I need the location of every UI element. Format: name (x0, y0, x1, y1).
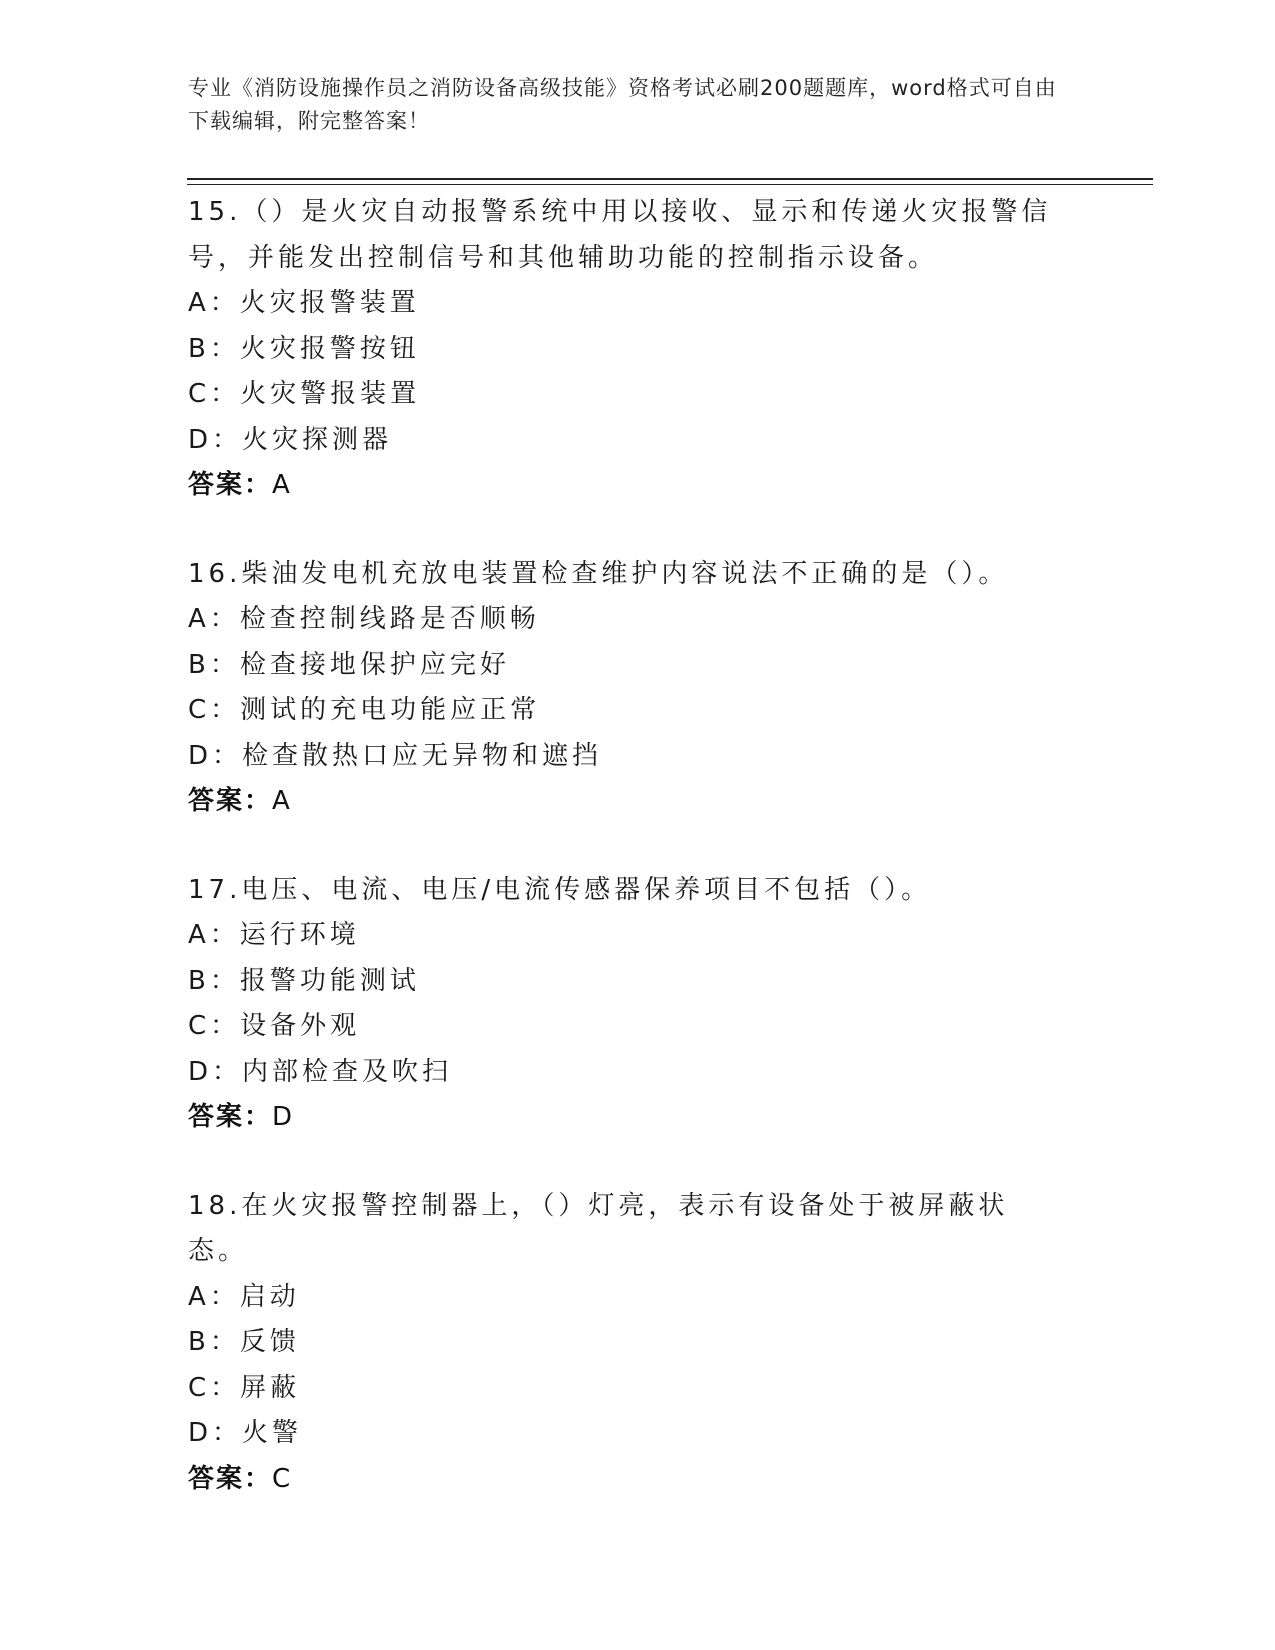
answer-line (188, 1457, 1088, 1503)
option-a: A：火灾报警装置 (188, 288, 420, 318)
answer-value: D (272, 1102, 295, 1132)
answer-value: A (272, 470, 292, 500)
answer-label: 答案： (188, 786, 273, 816)
option-c: C：屏蔽 (188, 1372, 301, 1403)
option-b: B：报警功能测试 (188, 965, 420, 996)
question-list (188, 190, 1088, 1502)
answer-line (188, 779, 1088, 825)
header-rule-thick (187, 178, 1153, 180)
option-c: C：火灾警报装置 (188, 379, 421, 409)
option-d: D：火警 (188, 1418, 303, 1448)
question-15 (188, 190, 1088, 509)
header-rule-thin (187, 184, 1153, 185)
answer-line (188, 463, 1088, 509)
question-stem: 16.柴油发电机充放电装置检查维护内容说法不正确的是（）。 (188, 558, 1009, 589)
option-b: B：检查接地保护应完好 (188, 649, 510, 680)
option-d: D：检查散热口应无异物和遮挡 (188, 740, 603, 771)
question-stem: 15.（）是火灾自动报警系统中用以接收、显示和传递火灾报警信号，并能发出控制信号和其他辅助功能的控制指示设备。 (188, 197, 1052, 273)
answer-value: A (272, 786, 292, 816)
answer-label: 答案： (188, 470, 273, 500)
option-a: A：检查控制线路是否顺畅 (188, 604, 540, 634)
option-d: D：火灾探测器 (188, 424, 393, 455)
question-17 (188, 868, 1088, 1141)
option-c: C：测试的充电功能应正常 (188, 695, 541, 725)
answer-line (188, 1095, 1088, 1141)
question-16 (188, 552, 1088, 825)
option-c: C：设备外观 (188, 1011, 361, 1041)
option-a: A：运行环境 (188, 920, 360, 950)
question-18 (188, 1184, 1088, 1503)
document-header: 专业《消防设施操作员之消防设备高级技能》资格考试必刷200题题库，word格式可自由下载编辑，附完整答案！ (188, 76, 1057, 133)
question-stem: 17.电压、电流、电压/电流传感器保养项目不包括（）。 (188, 874, 932, 905)
option-b: B：火灾报警按钮 (188, 333, 420, 364)
option-d: D：内部检查及吹扫 (188, 1056, 453, 1087)
answer-label: 答案： (188, 1102, 273, 1132)
question-stem: 18.在火灾报警控制器上，（）灯亮，表示有设备处于被屏蔽状态。 (188, 1190, 1009, 1266)
answer-label: 答案： (188, 1463, 273, 1494)
option-a: A：启动 (188, 1281, 300, 1312)
option-b: B：反馈 (188, 1327, 300, 1357)
answer-value: C (272, 1463, 293, 1494)
